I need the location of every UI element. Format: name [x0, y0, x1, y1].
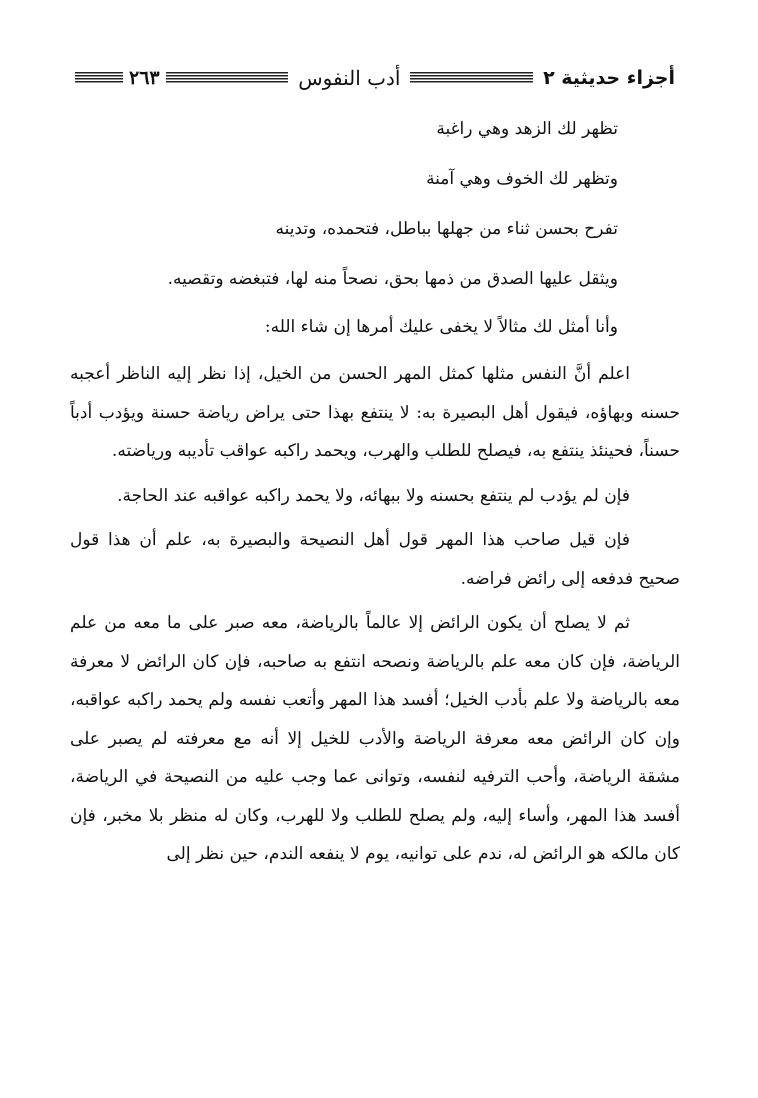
paragraph: فإن قيل صاحب هذا المهر قول أهل النصيحة والبصيرة به، علم أن هذا قول صحيح فدفعه إلى رائض فراضه. — [70, 530, 680, 589]
header-rule-middle — [166, 72, 289, 84]
text-line: تفرح بحسن ثناء من جهلها بباطل، فتحمده، وتدينه — [275, 219, 618, 239]
running-header — [75, 58, 675, 98]
text-line: تظهر لك الزهد وهي راغبة — [436, 119, 618, 139]
text-line: وتظهر لك الخوف وهي آمنة — [426, 169, 618, 189]
paragraph: ثم لا يصلح أن يكون الرائض إلا عالماً بالرياضة، معه صبر على ما معه من علم الرياضة، فإن كان معه علم بالرياضة ونصحه انتفع به صاحبه، فإن كان الرائض لا معرفة معه بالرياضة ولا علم بأدب الخيل؛ أفسد هذا المهر وأتعب نفسه ولم يحمد راكبه عواقبه، وإن كان الرائض معه معرفة الرياضة والأدب للخيل إلا أنه مع معرفته لم يصبر على مشقة الرياضة، وأحب الترفيه لنفسه، وتوانى عما وجب عليه من النصيحة في الرياضة، أفسد هذا المهر، وأساء إليه، ولم يصلح للطلب ولا للهرب، وكان له منظر بلا مخبر، فإن كان مالكه هو الرائض له، ندم على توانيه، يوم لا ينفعه الندم، حين نظر إلى — [70, 613, 680, 864]
paragraph: اعلم أنَّ النفس مثلها كمثل المهر الحسن من الخيل، إذا نظر إليه الناظر أعجبه حسنه وبهاؤه، فيقول أهل البصيرة به: لا ينتفع بهذا حتى يراض رياضة حسنة ويؤدب أدباً حسناً، فحينئذ ينتفع به، فيصلح للطلب والهرب، ويحمد راكبه عواقب تأديبه ورياضته. — [70, 364, 680, 461]
intro-line: وأنا أمثل لك مثالاً لا يخفى عليك أمرها إن شاء الله: — [264, 317, 618, 337]
header-rule-left — [75, 72, 123, 84]
series-title: أجزاء حديثية ٢ — [543, 67, 675, 89]
page-number: ٢٦٣ — [128, 67, 160, 89]
book-title: أدب النفوس — [298, 66, 401, 90]
paragraph: فإن لم يؤدب لم ينتفع بحسنه ولا ببهائه، ولا يحمد راكبه عواقبه عند الحاجة. — [117, 485, 630, 506]
header-rule-right — [410, 72, 533, 84]
page-body — [70, 104, 680, 874]
text-line: ويثقل عليها الصدق من ذمها بحق، نصحاً منه لها، فتبغضه وتقصيه. — [167, 269, 618, 289]
